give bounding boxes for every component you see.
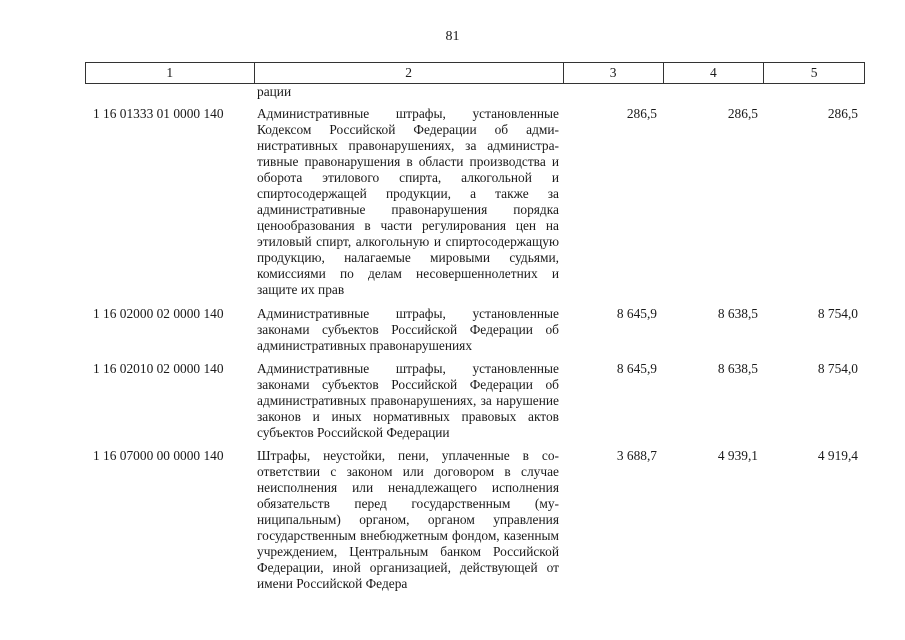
column-header-3: 3 bbox=[564, 63, 664, 83]
row-description: Административные штрафы, установленные Кодексом Российской Федерации об административных правонарушениях, за административные правонарушения в области производства и оборота этилового спирта, алкогольной и спиртосодержащей продукции, а также за административные правонарушения порядка ценообразования в части регулирования цен на этиловый спирт, алкогольную и спиртосодержащую продукцию, налагаемые мировыми судьями, комиссиями по делам несовершеннолетних и защите их прав bbox=[257, 106, 559, 297]
row-value-3: 8 645,9 bbox=[616, 361, 657, 376]
row-value-5: 4 919,4 bbox=[817, 448, 858, 463]
row-code: 1 16 02010 02 0000 140 bbox=[93, 361, 224, 376]
continuation-text: рации bbox=[257, 84, 292, 99]
row-value-5: 8 754,0 bbox=[817, 306, 858, 321]
table-row bbox=[85, 448, 865, 592]
table-row bbox=[85, 106, 865, 298]
row-value-4: 4 939,1 bbox=[717, 448, 758, 463]
row-description: Административные штрафы, установленные законами субъектов Российской Федерации об административных правонарушениях, за нарушение законов и иных нормативных правовых актов субъектов Российской Федерации bbox=[257, 361, 559, 440]
table-header bbox=[85, 62, 865, 84]
row-value-5: 286,5 bbox=[827, 106, 858, 121]
row-value-4: 286,5 bbox=[727, 106, 758, 121]
row-code: 1 16 07000 00 0000 140 bbox=[93, 448, 224, 463]
column-header-1: 1 bbox=[86, 63, 255, 83]
row-value-3: 3 688,7 bbox=[616, 448, 657, 463]
table-row bbox=[85, 361, 865, 441]
column-header-2: 2 bbox=[255, 63, 564, 83]
table-row-continuation bbox=[85, 84, 865, 100]
row-value-3: 8 645,9 bbox=[616, 306, 657, 321]
table-row bbox=[85, 306, 865, 354]
row-code: 1 16 01333 01 0000 140 bbox=[93, 106, 224, 121]
row-value-4: 8 638,5 bbox=[717, 306, 758, 321]
row-value-5: 8 754,0 bbox=[817, 361, 858, 376]
row-code: 1 16 02000 02 0000 140 bbox=[93, 306, 224, 321]
row-description: Штрафы, неустойки, пени, уплаченные в соответствии с законом или договором в случае неисполнения или ненадлежащего исполнения обязательств перед государственным (муниципальным) органом, органом управления государственным внебюджетным фондом, казенным учреждением, Центральным банком Российской Федерации, иной организацией, действующей от имени Российской Федера bbox=[257, 448, 559, 591]
row-value-3: 286,5 bbox=[626, 106, 657, 121]
row-description: Административные штрафы, установленные законами субъектов Российской Федерации об административных правонарушениях bbox=[257, 306, 559, 353]
column-header-5: 5 bbox=[810, 65, 818, 80]
column-header-4: 4 bbox=[664, 63, 765, 83]
page-number: 81 bbox=[445, 29, 460, 44]
table-body bbox=[85, 84, 865, 592]
row-value-4: 8 638,5 bbox=[717, 361, 758, 376]
